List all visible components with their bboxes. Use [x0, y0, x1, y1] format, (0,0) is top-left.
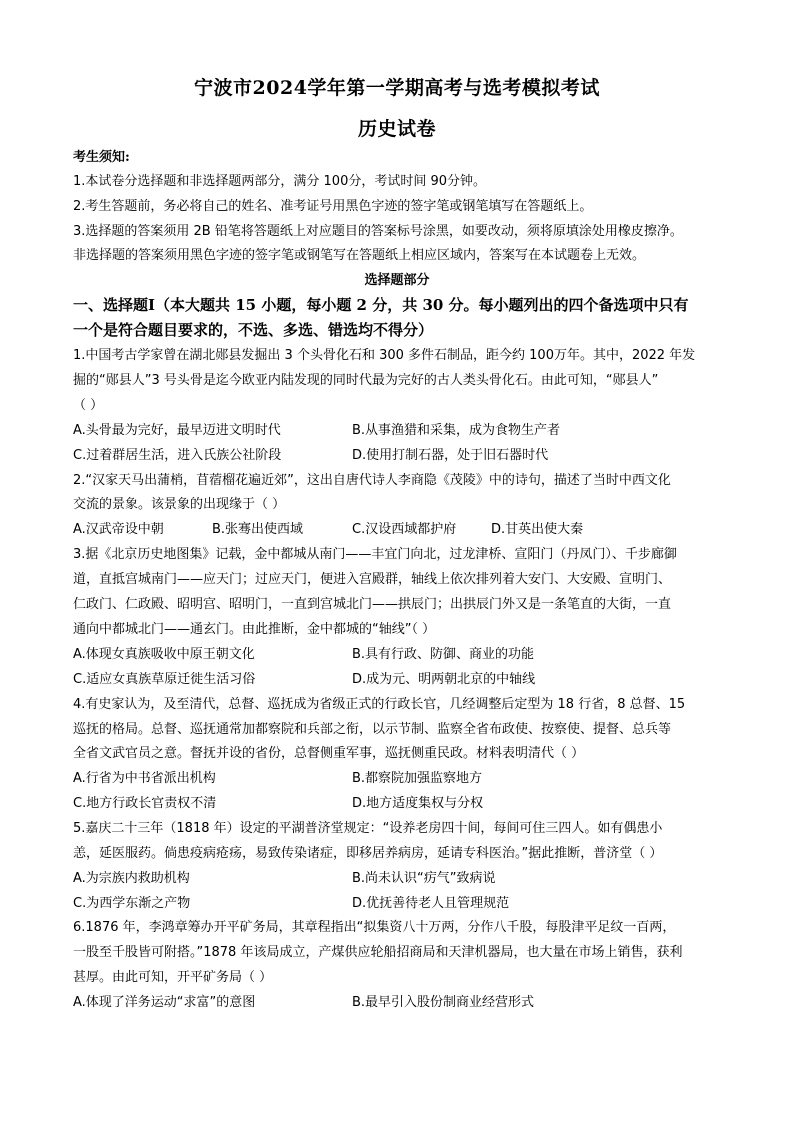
question-1-text: （ ） [73, 398, 104, 413]
question-5-option-b: B.尚未认识“疠气”致病说 [352, 871, 496, 886]
notice-line: 非选择题的答案须用黑色字迹的签字笔或钢笔写在答题纸上相应区域内，答案写在本试题卷上无效。 [73, 248, 646, 263]
question-5-option-a: A.为宗族内救助机构 [73, 871, 190, 886]
question-2-text: 2.“汉家天马出蒲梢，苜蓿榴花遍近郊”，这出自唐代诗人李商隐《茂陵》中的诗句，描述了当时中西文化 [73, 473, 671, 488]
question-6-text: 6.1876 年，李鸿章筹办开平矿务局，其章程指出“拟集资八十万两，分作八千股，每股津平足纹一百两， [73, 920, 676, 935]
notice-line: 2.考生答题前，务必将自己的姓名、准考证号用黑色字迹的签字笔或钢笔填写在答题纸上。 [73, 199, 593, 214]
question-4-option-d: D.地方适度集权与分权 [352, 796, 484, 811]
question-6-text: 一股至千股皆可附搭。”1878 年该局成立，产煤供应轮船招商局和天津机器局，也大量在市场上销售，获利 [73, 945, 683, 960]
question-1-option-b: B.从事渔猎和采集，成为食物生产者 [352, 423, 561, 438]
question-4-text: 4.有史家认为，及至清代，总督、巡抚成为省级正式的行政长官，几经调整后定型为 18 行省，8 总督、15 [73, 697, 686, 712]
question-2-text: 交流的景象。该景象的出现缘于（ ） [73, 497, 286, 512]
question-1-text: 掘的“郧县人”3 号头骨是迄今欧亚内陆发现的同时代最为完好的古人类头骨化石。由此可知，“郧县人” [73, 373, 659, 388]
question-5-text: 恙，延医服药。倘患疫病疮疡，易致传染诸症，即移居养病房，延请专科医治。”据此推断，普济堂（ ） [73, 846, 663, 861]
question-1-option-a: A.头骨最为完好，最早迈进文明时代 [73, 423, 281, 438]
question-3-text: 通向中都城北门——通玄门。由此推断，金中都城的“轴线”（ ） [73, 622, 436, 637]
notice-heading: 考生须知: [73, 150, 130, 165]
question-2-option-d: D.甘英出使大秦 [491, 522, 584, 537]
question-3-option-b: B.具有行政、防御、商业的功能 [352, 647, 535, 662]
question-1-option-d: D.使用打制石器，处于旧石器时代 [352, 448, 549, 463]
exam-subtitle: 历史试卷 [357, 118, 436, 140]
question-3-option-d: D.成为元、明两朝北京的中轴线 [352, 672, 536, 687]
notice-line: 1.本试卷分选择题和非选择题两部分，满分 100分，考试时间 90分钟。 [73, 174, 487, 189]
exam-title: 宁波市2024学年第一学期高考与选考模拟考试 [194, 77, 600, 99]
question-6-text: 甚厚。由此可知，开平矿务局（ ） [73, 970, 273, 985]
section-title: 选择题部分 [364, 273, 430, 288]
question-4-option-b: B.都察院加强监察地方 [352, 771, 483, 786]
section-instruction: 一个是符合题目要求的，不选、多选、错选均不得分） [73, 321, 434, 339]
question-5-option-c: C.为西学东渐之产物 [73, 896, 191, 911]
question-3-text: 仁政门、仁政殿、昭明宫、昭明门，一直到宫城北门——拱辰门；出拱辰门外又是一条笔直的大街，一直 [73, 597, 672, 612]
question-4-option-a: A.行省为中书省派出机构 [73, 771, 216, 786]
question-2-option-b: B.张骞出使西域 [212, 522, 304, 537]
question-4-option-c: C.地方行政长官责权不清 [73, 796, 217, 811]
question-3-text: 道，直抵宫城南门——应天门；过应天门，便进入宫殿群，轴线上依次排列着大安门、大安殿、宣明门、 [73, 572, 672, 587]
section-instruction: 一、选择题Ⅰ（本大题共 15 小题，每小题 2 分，共 30 分。每小题列出的四个备选项中只有 [73, 296, 689, 314]
question-2-option-a: A.汉武帝设中朝 [73, 522, 164, 537]
question-5-text: 5.嘉庆二十三年（1818 年）设定的平湖普济堂规定：“设养老房四十间，每间可住三四人。如有偶患小 [73, 821, 663, 836]
question-4-text: 全省文武官员之意。督抚并设的省份，总督侧重军事，巡抚侧重民政。材料表明清代（ ） [73, 746, 585, 761]
question-3-option-a: A.体现女真族吸收中原王朝文化 [73, 647, 255, 662]
question-1-text: 1.中国考古学家曾在湖北郧县发掘出 3 个头骨化石和 300 多件石制品，距今约 100万年。其中，2022 年发 [73, 348, 696, 363]
question-1-option-c: C.过着群居生活，进入氏族公社阶段 [73, 448, 282, 463]
notice-line: 3.选择题的答案须用 2B 铅笔将答题纸上对应题目的答案标号涂黑，如要改动，须将原填涂处用橡皮擦净。 [73, 224, 683, 239]
question-6-option-b: B.最早引入股份制商业经营形式 [352, 995, 535, 1010]
question-6-option-a: A.体现了洋务运动“求富”的意图 [73, 995, 256, 1010]
question-4-text: 巡抚的格局。总督、巡抚通常加都察院和兵部之衔，以示节制、监察全省布政使、按察使、提督、总兵等 [73, 722, 672, 737]
question-3-text: 3.据《北京历史地图集》记载，金中都城从南门——丰宜门向北，过龙津桥、宣阳门（丹凤门）、千步廊御 [73, 547, 677, 562]
question-2-option-c: C.汉设西域都护府 [352, 522, 457, 537]
question-5-option-d: D.优抚善待老人且管理规范 [352, 896, 510, 911]
question-3-option-c: C.适应女真族草原迁徙生活习俗 [73, 672, 256, 687]
